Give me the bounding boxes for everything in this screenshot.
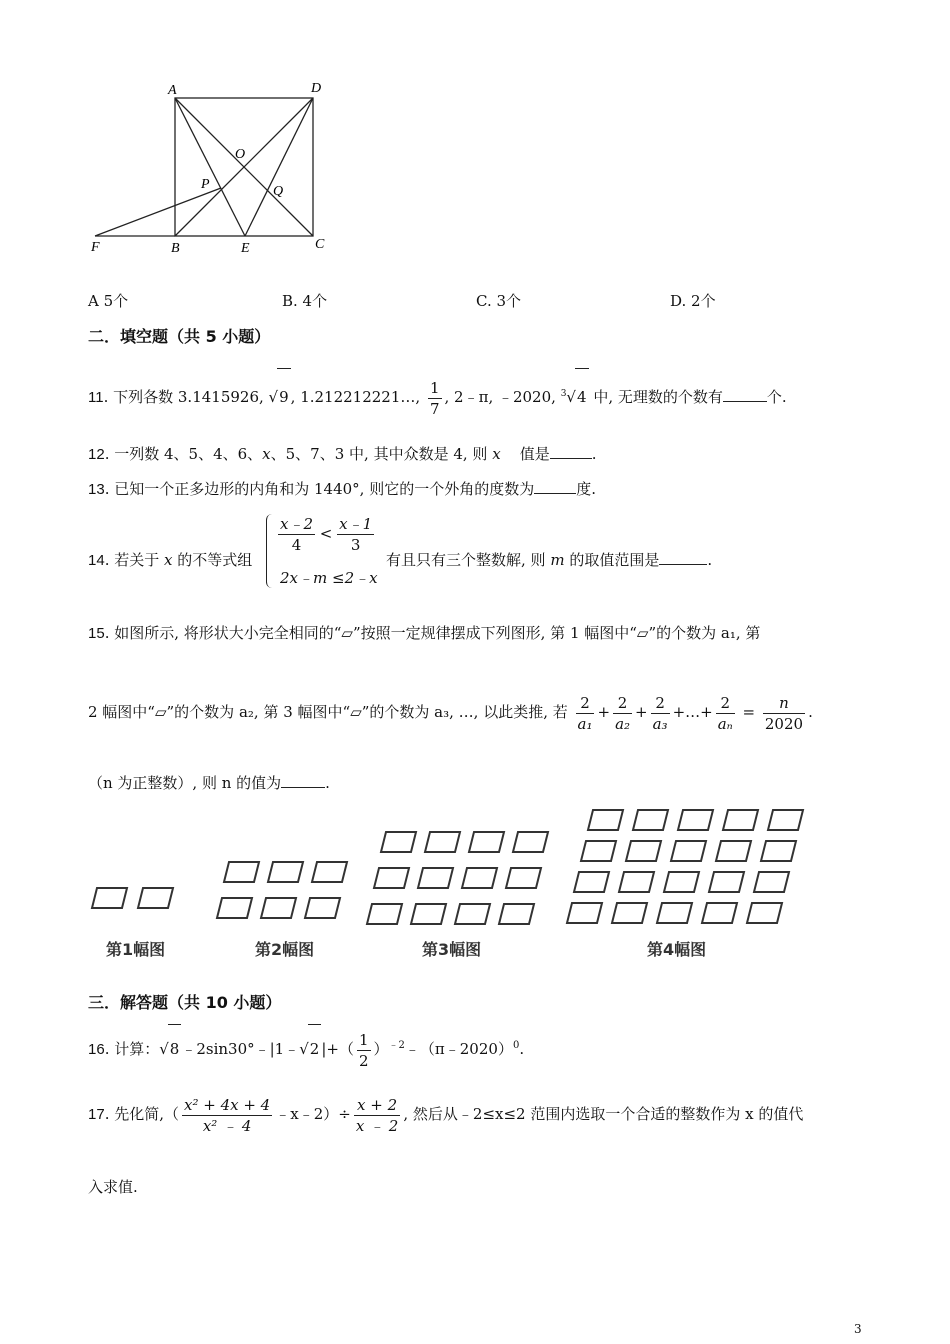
question-16: 16. 计算：√8 ﹣2sin30°﹣|1﹣√2 |+（ $\frac{1}{2}$ ）$^{﹣2}$﹣（π﹣2020）$^0$. bbox=[88, 1022, 524, 1074]
label-p: P bbox=[201, 177, 210, 192]
brace bbox=[266, 514, 275, 588]
parallelogram bbox=[588, 810, 623, 830]
parallelogram bbox=[312, 862, 347, 882]
parallelogram bbox=[657, 903, 692, 923]
parallelogram bbox=[754, 872, 789, 892]
parallelogram bbox=[217, 898, 252, 918]
answer-blank bbox=[550, 458, 592, 459]
parallelogram bbox=[261, 898, 296, 918]
parallelogram bbox=[425, 832, 460, 852]
parallelogram bbox=[374, 868, 409, 888]
label-o: O bbox=[235, 147, 246, 162]
question-17-line-2: 入求值. bbox=[88, 1178, 138, 1196]
pattern-caption-2: 第2幅图 bbox=[255, 940, 315, 959]
parallelogram bbox=[761, 841, 796, 861]
parallelogram bbox=[224, 862, 259, 882]
section-2-title: 二．填空题（共 5 小题） bbox=[88, 327, 271, 346]
parallelogram bbox=[455, 904, 490, 924]
label-d: D bbox=[311, 81, 322, 96]
option-a: A 5个 bbox=[88, 292, 129, 310]
label-q: Q bbox=[273, 184, 284, 199]
geometry-figure bbox=[80, 78, 350, 263]
parallelogram bbox=[709, 872, 744, 892]
parallelogram bbox=[619, 872, 654, 892]
parallelogram bbox=[138, 888, 173, 908]
line-de bbox=[245, 98, 313, 236]
label-b: B bbox=[171, 241, 180, 256]
parallelogram bbox=[268, 862, 303, 882]
question-12: 12. 一列数 4、5、4、6、x、5、7、3 中, 其中众数是 4, 则 x 值是 . bbox=[88, 445, 597, 463]
pattern-caption-1: 第1幅图 bbox=[106, 940, 166, 959]
question-15-line-1: 15. 如图所示, 将形状大小完全相同的“▱”按照一定规律摆成下列图形, 第 1 幅图中“▱”的个数为 a₁, 第 bbox=[88, 624, 761, 642]
question-15-line-2: 2 幅图中“▱”的个数为 a₂, 第 3 幅图中“▱”的个数为 a₃, …, 以此类推, 若 $\frac{2}{\text{a₁}}$ + $\frac{2}{\text{a₂}}$ + $\frac{2}{\text{a₃}}$ +…+ $\frac{2}{\text{aₙ}}$ = $\frac{n}{2020}$ . bbox=[88, 693, 813, 733]
question-number: 11 bbox=[88, 389, 104, 406]
label-f: F bbox=[91, 240, 100, 255]
parallelogram bbox=[678, 810, 713, 830]
parallelogram bbox=[469, 832, 504, 852]
parallelogram-patterns bbox=[80, 800, 820, 925]
parallelogram bbox=[499, 904, 534, 924]
question-17: 17. 先化简,（ $\frac{\text{x² + 4x + 4}}{\text{x² ﹣ 4}}$ ﹣x﹣2）÷ $\frac{x + 2}{x ﹣ 2}$ , 然后从﹣2≤x≤2 范围内选取一个合适的整数作为 x 的值代 bbox=[88, 1095, 804, 1135]
question-15-line-3: （n 为正整数）, 则 n 的值为 . bbox=[88, 774, 330, 792]
option-b: B. 4个 bbox=[282, 292, 328, 310]
parallelogram bbox=[612, 903, 647, 923]
parallelogram bbox=[581, 841, 616, 861]
parallelogram bbox=[768, 810, 803, 830]
parallelogram bbox=[367, 904, 402, 924]
label-e: E bbox=[241, 241, 250, 256]
label-c: C bbox=[315, 237, 325, 252]
page-number: 3 bbox=[854, 1322, 862, 1336]
section-3-title: 三．解答题（共 10 小题） bbox=[88, 993, 282, 1012]
answer-blank bbox=[723, 401, 767, 402]
parallelogram bbox=[513, 832, 548, 852]
answer-blank bbox=[281, 787, 325, 788]
parallelogram bbox=[462, 868, 497, 888]
question-11: 11. 下列各数 3.1415926, √9 , 1.212212221…, $\frac{1}{7}$ , 2﹣π, ﹣2020, $^3$√4 中, 无理数的个数有 个. bbox=[88, 366, 787, 426]
inequality-line-2: 2x﹣m ≤2﹣x bbox=[280, 569, 378, 587]
parallelogram bbox=[418, 868, 453, 888]
parallelogram bbox=[747, 903, 782, 923]
parallelogram bbox=[574, 872, 609, 892]
option-d: D. 2个 bbox=[670, 292, 716, 310]
label-a: A bbox=[168, 83, 177, 98]
parallelogram bbox=[702, 903, 737, 923]
pattern-caption-3: 第3幅图 bbox=[422, 940, 482, 959]
answer-blank bbox=[534, 493, 576, 494]
parallelogram bbox=[411, 904, 446, 924]
question-13: 13. 已知一个正多边形的内角和为 1440°, 则它的一个外角的度数为 度. bbox=[88, 480, 596, 498]
parallelogram bbox=[626, 841, 661, 861]
pattern-caption-4: 第4幅图 bbox=[647, 940, 707, 959]
parallelogram bbox=[92, 888, 127, 908]
parallelogram bbox=[716, 841, 751, 861]
option-c: C. 3个 bbox=[476, 292, 522, 310]
parallelogram bbox=[664, 872, 699, 892]
fraction-one-seventh: $\frac{1}{7}$ bbox=[429, 378, 440, 418]
parallelogram bbox=[305, 898, 340, 918]
parallelogram bbox=[506, 868, 541, 888]
inequality-line-1: $\frac{x﹣2}{4}$ < $\frac{x﹣1}{3}$ bbox=[280, 515, 373, 554]
parallelogram bbox=[633, 810, 668, 830]
line-ae bbox=[175, 98, 245, 236]
line-fp bbox=[95, 188, 221, 236]
parallelogram bbox=[723, 810, 758, 830]
answer-blank bbox=[659, 564, 707, 565]
parallelogram bbox=[381, 832, 416, 852]
parallelogram bbox=[567, 903, 602, 923]
parallelogram bbox=[671, 841, 706, 861]
